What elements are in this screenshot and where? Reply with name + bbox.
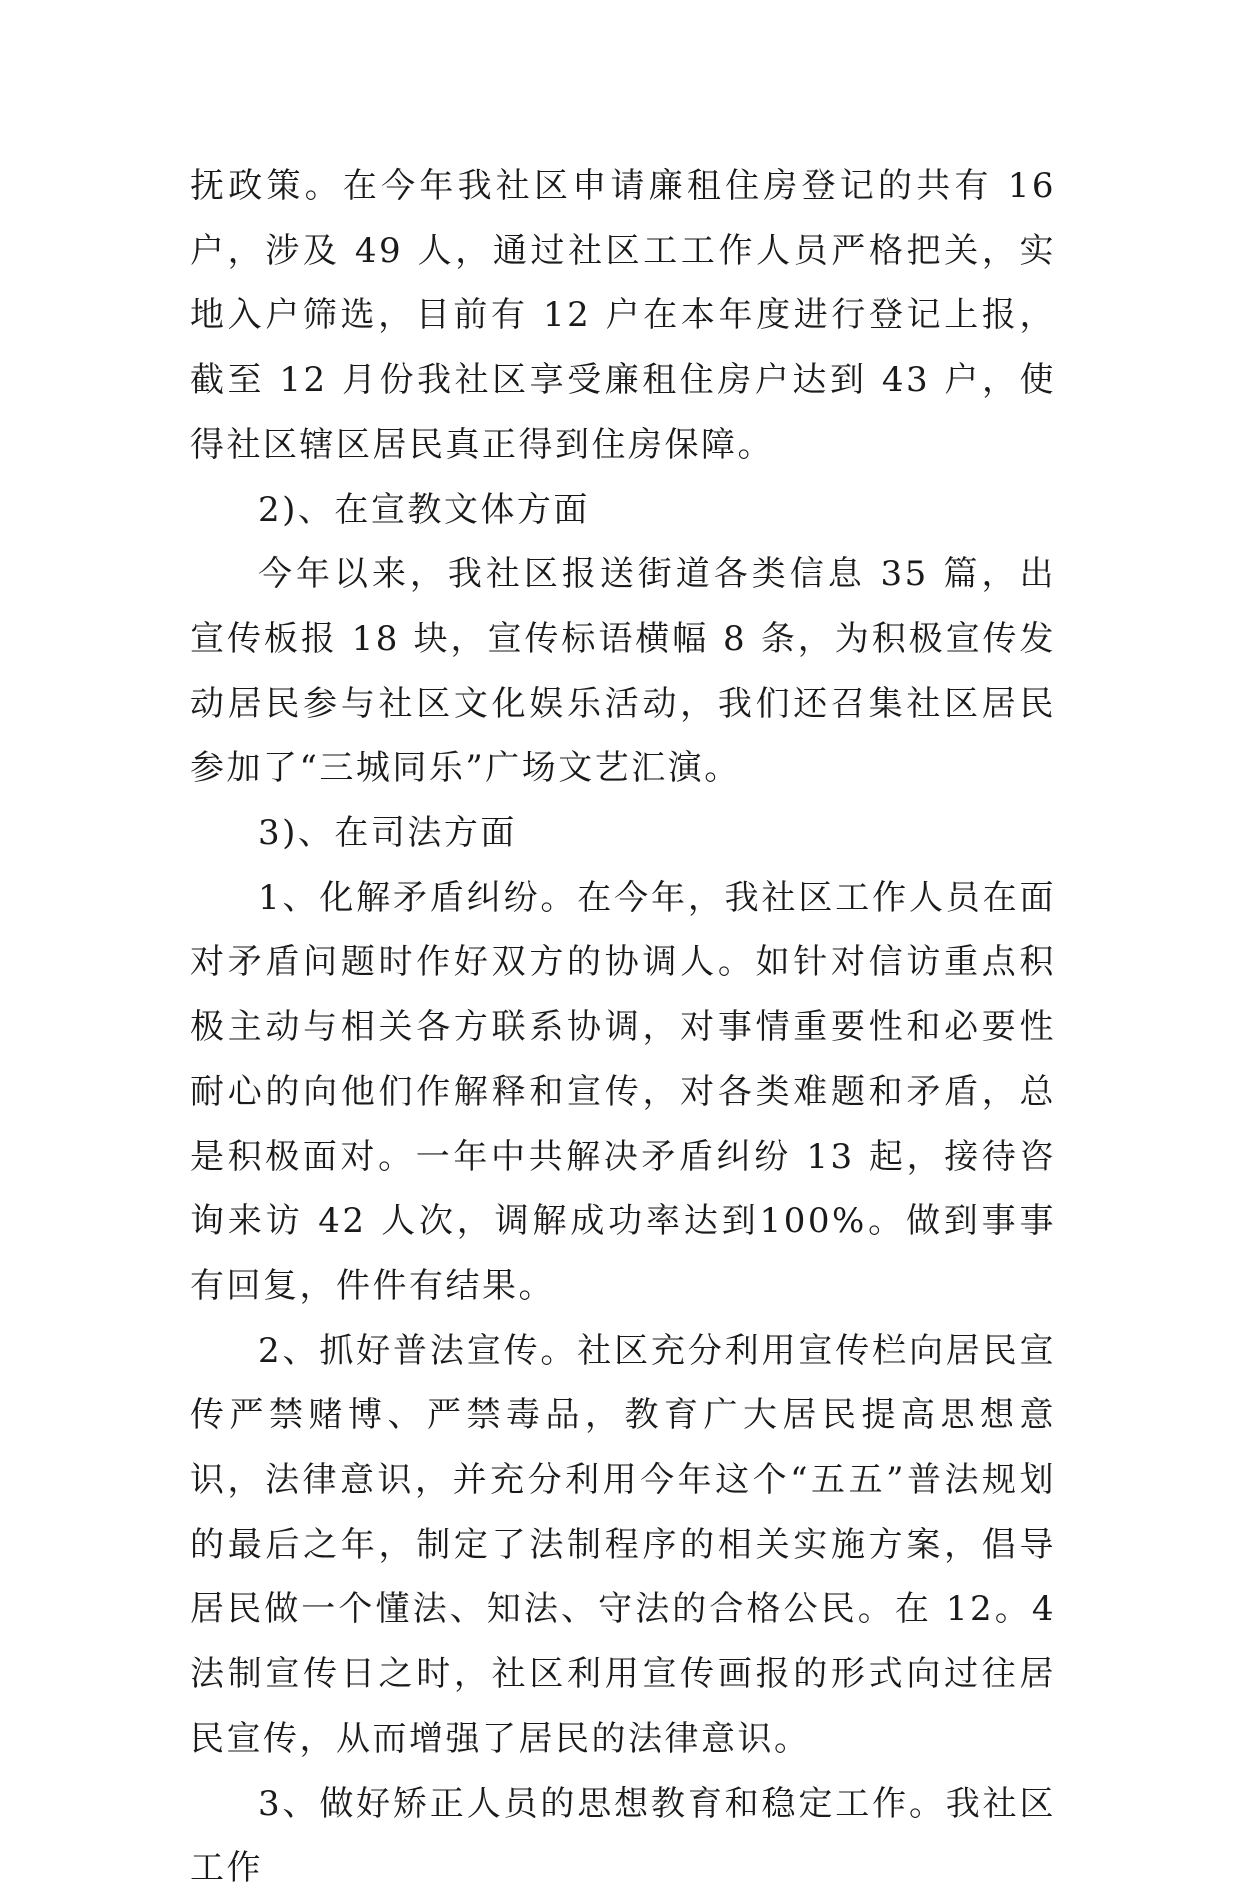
heading-judicial: 3)、在司法方面 (258, 813, 517, 854)
heading-propaganda-culture: 2)、在宣教文体方面 (258, 489, 590, 530)
paragraph-housing-policy: 抚政策。在今年我社区申请廉租住房登记的共有 16 户，涉及 49 人，通过社区工工作人员严格把关，实地入户筛选，目前有 12 户在本年度进行登记上报，截至 12 月份我社区享受廉租住房户达到 43 户，使得社区辖区居民真正得到住房保障。 (190, 166, 1056, 465)
paragraph-dispute-resolution: 1、化解矛盾纠纷。在今年，我社区工作人员在面对矛盾问题时作好双方的协调人。如针对信访重点积极主动与相关各方联系协调，对事情重要性和必要性耐心的向他们作解释和宣传，对各类难题和矛盾，总是积极面对。一年中共解决矛盾纠纷 13 起，接待咨询来访 42 人次，调解成功率达到100%。做到事事有回复，件件有结果。 (190, 877, 1056, 1306)
paragraph-propaganda-culture: 今年以来，我社区报送街道各类信息 35 篇，出宣传板报 18 块，宣传标语横幅 8 条，为积极宣传发动居民参与社区文化娱乐活动，我们还召集社区居民参加了“三城同乐”广场文艺汇演。 (190, 554, 1056, 789)
paragraph-correction-personnel: 3、做好矫正人员的思想教育和稳定工作。我社区工作 (190, 1783, 1056, 1889)
document-body (190, 154, 1056, 1901)
paragraph-legal-education: 2、抓好普法宣传。社区充分利用宣传栏向居民宣传严禁赌博、严禁毒品，教育广大居民提高思想意识，法律意识，并充分利用今年这个“五五”普法规划的最后之年，制定了法制程序的相关实施方案，倡导居民做一个懂法、知法、守法的合格公民。在 12。4 法制宣传日之时，社区利用宣传画报的形式向过往居民宣传，从而增强了居民的法律意识。 (190, 1330, 1056, 1759)
